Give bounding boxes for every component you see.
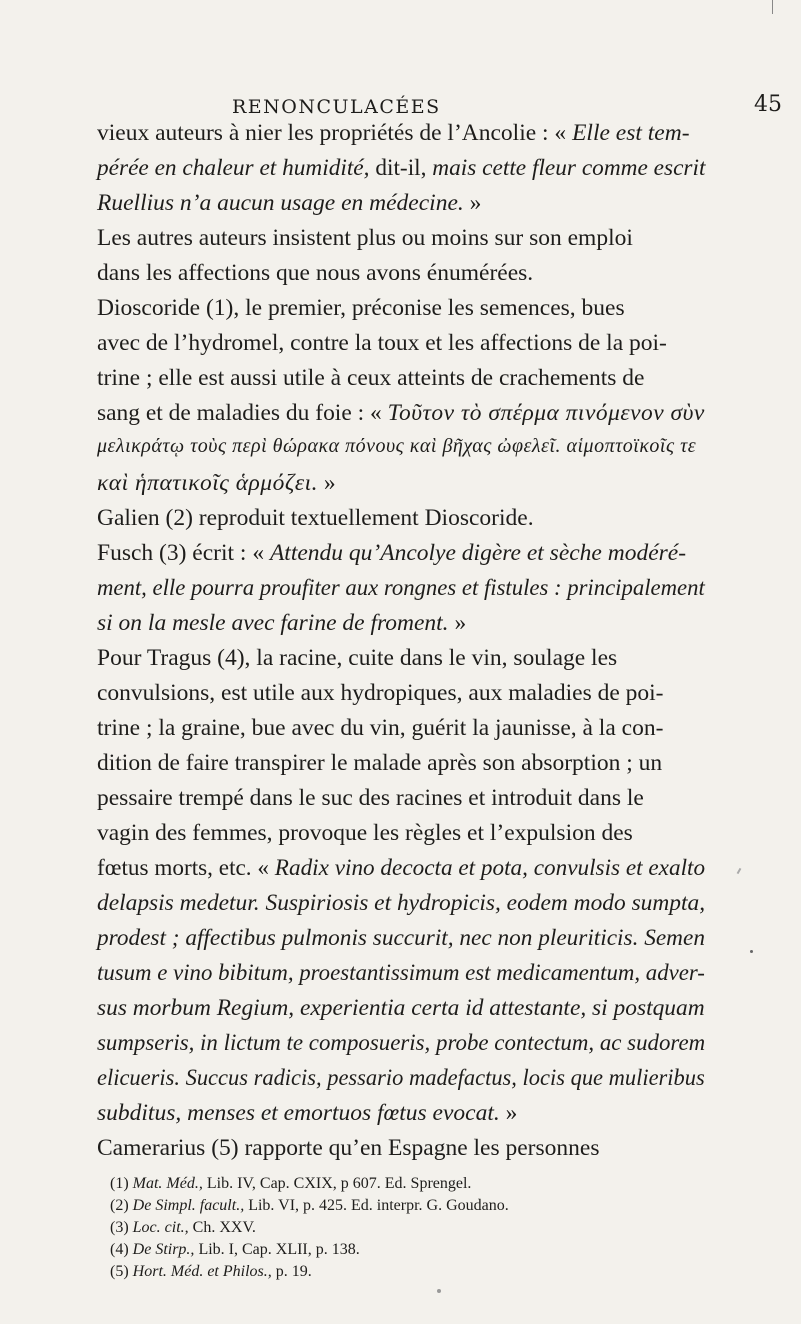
text-line: tusum e vino bibitum, proestantissimum est medicamentum, adver- <box>97 960 705 986</box>
text-line: fœtus morts, etc. « Radix vino decocta et pota, convulsis et exalto <box>97 855 706 881</box>
text-line: καὶ ἡπατικοῖς ἁρμόζει. » <box>97 470 336 496</box>
text-line: Les autres auteurs insistent plus ou moins sur son emploi <box>97 225 633 251</box>
footnote: (3) Loc. cit., Ch. XXV. <box>110 1219 256 1236</box>
text-line: vagin des femmes, provoque les règles et l’expulsion des <box>97 820 633 846</box>
ink-speck <box>437 1289 441 1293</box>
text-line: elicueris. Succus radicis, pessario madefactus, locis que mulieribus <box>97 1065 705 1091</box>
text-line: trine ; elle est aussi utile à ceux atteints de crachements de <box>97 365 645 391</box>
text-line: Ruellius n’a aucun usage en médecine. » <box>97 190 482 216</box>
ink-speck <box>737 868 742 874</box>
ink-speck <box>750 950 753 953</box>
text-line: delapsis medetur. Suspiriosis et hydropicis, eodem modo sumpta, <box>97 890 706 916</box>
scan-mark <box>772 0 773 14</box>
greek-quote-line: μελικράτῳ τοὺς περὶ θώρακα πόνους καὶ βῆχας ὠφελεῖ. αἱμοπτοϊκοῖς τε <box>97 435 697 457</box>
text-line: pessaire trempé dans le suc des racines et introduit dans le <box>97 785 644 811</box>
text-line: sang et de maladies du foie : « Τοῦτον τὸ σπέρμα πινόμενον σὺν <box>97 400 705 426</box>
text-line: Fusch (3) écrit : « Attendu qu’Ancolye digère et sèche modéré- <box>97 540 687 566</box>
footnote: (5) Hort. Méd. et Philos., p. 19. <box>110 1263 312 1280</box>
text-line: trine ; la graine, bue avec du vin, guérit la jaunisse, à la con- <box>97 715 664 741</box>
text-line: convulsions, est utile aux hydropiques, aux maladies de poi- <box>97 680 664 706</box>
text-line: Galien (2) reproduit textuellement Dioscoride. <box>97 505 534 531</box>
text-line: subditus, menses et emortuos fœtus evocat. » <box>97 1100 518 1126</box>
footnote: (4) De Stirp., Lib. I, Cap. XLII, p. 138. <box>110 1241 360 1258</box>
text-line: sumpseris, in lictum te composueris, probe contectum, ac sudorem <box>97 1030 706 1056</box>
text-line: sus morbum Regium, experientia certa id attestante, si postquam <box>97 995 705 1021</box>
footnote: (2) De Simpl. facult., Lib. VI, p. 425. Ed. interpr. G. Goudano. <box>110 1197 509 1214</box>
text-line: vieux auteurs à nier les propriétés de l’Ancolie : « Elle est tem- <box>97 120 690 146</box>
text-line: Pour Tragus (4), la racine, cuite dans le vin, soulage les <box>97 645 618 671</box>
text-line: prodest ; affectibus pulmonis succurit, nec non pleuriticis. Semen <box>97 925 705 951</box>
text-line: ment, elle pourra proufiter aux rongnes et fistules : principalement <box>97 575 705 601</box>
text-line: Dioscoride (1), le premier, préconise les semences, bues <box>97 295 625 321</box>
running-header: RENONCULACÉES <box>232 96 441 118</box>
text-line: dition de faire transpirer le malade après son absorption ; un <box>97 750 663 776</box>
text-line: dans les affections que nous avons énumérées. <box>97 260 534 286</box>
footnote: (1) Mat. Méd., Lib. IV, Cap. CXIX, p 607. Ed. Sprengel. <box>110 1175 472 1192</box>
text-line: pérée en chaleur et humidité, dit-il, mais cette fleur comme escrit <box>97 155 706 181</box>
text-line: avec de l’hydromel, contre la toux et les affections de la poi- <box>97 330 667 356</box>
text-line: Camerarius (5) rapporte qu’en Espagne les personnes <box>97 1135 600 1161</box>
text-line: si on la mesle avec farine de froment. » <box>97 610 467 636</box>
page-number: 45 <box>754 92 782 117</box>
